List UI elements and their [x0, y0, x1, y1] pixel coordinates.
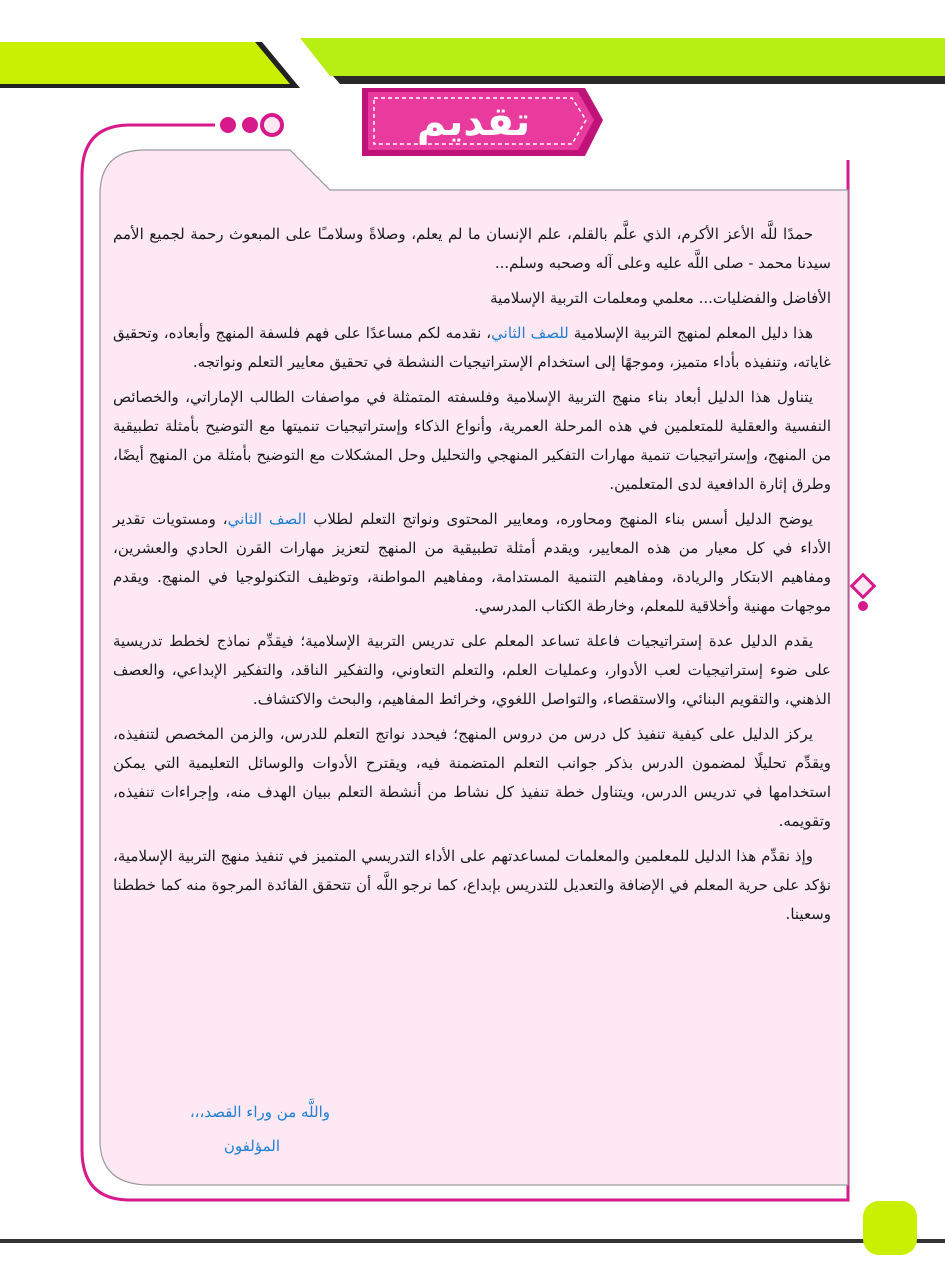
- title-banner: [356, 83, 601, 160]
- paragraph-8: وإذ نقدِّم هذا الدليل للمعلمين والمعلمات لمساعدتهم على الأداء التدريسي المتميز في تنفيذ منهج التربية الإسلامية، نؤكد على حرية المعلم في الإضافة والتعديل للتدريس بإبداع، كما نرجو اللَّه أن تتحقق الفائدة المرجوة منه كما خططنا وسعينا.: [113, 847, 831, 923]
- decor-dot-side: [858, 601, 868, 611]
- paragraph-6: يقدم الدليل عدة إستراتيجيات فاعلة تساعد المعلم على تدريس التربية الإسلامية؛ فيقدِّم نماذج لخطط تدريسية على ضوء إستراتيجيات لعب الأدوار، وعمليات العلم، والتعلم التعاوني، والتفكير الناقد، والتفكير الإبداعي، والعصف الذهني، والتقويم البنائي، والاستقصاء، والتواصل اللغوي، وخرائط المفاهيم، والبحث والاكتشاف.: [113, 632, 831, 708]
- p5-grade-highlight: الصف الثاني: [227, 510, 307, 528]
- signoff-line-1: واللَّه من وراء القصد،،،: [189, 1103, 330, 1121]
- p5-text-after: ، ومستويات تقدير الأداء في كل معيار من هذه المعايير، ويقدم أمثلة تطبيقية من المنهج لتعزيز مهارات القرن الحادي والعشرين، ومفاهيم الابتكار والريادة، ومفاهيم التنمية المستدامة، ومفاهيم المواطنة، وتوظيف التكنولوجيا في المنهج. ويقدم موجهات مهنية وأخلاقية للمعلم، وخارطة الكتاب المدرسي.: [113, 510, 831, 615]
- paragraph-2: الأفاضل والفضليات... معلمي ومعلمات التربية الإسلامية: [490, 289, 831, 307]
- paragraph-7: يركز الدليل على كيفية تنفيذ كل درس من دروس المنهج؛ فيحدد نواتج التعلم للدرس، والزمن المخصص لتنفيذه، ويقدِّم تحليلًا لمضمون الدرس بذكر جوانب التعلم المتضمنة فيه، ويقترح الأدوات والوسائل التعليمية التي يمكن استخدامها في تدريس الدرس، ويتناول خطة تنفيذ كل نشاط من أنشطة التعلم ببيان الهدف منه، وإجراءات تنفيذه، وتقويمه.: [113, 725, 831, 830]
- paragraph-4: يتناول هذا الدليل أبعاد بناء منهج التربية الإسلامية وفلسفته المتمثلة في مواصفات الطالب الإماراتي، والخصائص النفسية والعقلية للمتعلمين في هذه المرحلة العمرية، وأنواع الذكاء وإستراتيجيات تنميتها مع التوضيح بأمثلة تطبيقية من المنهج، وإستراتيجيات تنمية مهارات التفكير المنهجي والتحليل وحل المشكلات مع التوضيح بأمثلة من المنهج أيضًا، وطرق إثارة الدافعية لدى المتعلمين.: [113, 388, 831, 493]
- p5-text-before: يوضح الدليل أسس بناء المنهج ومحاوره، ومعايير المحتوى ونواتج التعلم لطلاب: [306, 510, 813, 528]
- decor-dot-1: [219, 116, 237, 134]
- p3-text-before: هذا دليل المعلم لمنهج التربية الإسلامية: [568, 324, 813, 342]
- signoff: [160, 1095, 330, 1163]
- paragraph-1: حمدًا للَّه الأعز الأكرم، الذي علَّم بالقلم، علم الإنسان ما لم يعلم، وصلاةً وسلامـًا على المبعوث رحمة لجميع الأمم سيدنا محمد - صلى اللَّه عليه وعلى آله وصحبه وسلم...: [113, 225, 831, 272]
- decor-diamond: [852, 575, 875, 598]
- page-number-tab: [863, 1201, 917, 1255]
- signoff-authors: المؤلفون: [223, 1137, 280, 1155]
- p3-text-after: ، نقدمه لكم مساعدًا على فهم فلسفة المنهج وأبعاده، وتحقيق غاياته، وتنفيذه بأداء متميز، وموجهًا إلى استخدام الإستراتيجيات النشطة في تحقيق معايير التعلم ونواتجه.: [113, 324, 831, 371]
- decor-dot-2: [241, 116, 259, 134]
- p3-grade-highlight: للصف الثاني: [491, 324, 569, 342]
- decor-dot-3: [262, 115, 282, 135]
- footer-line: [0, 1239, 945, 1243]
- paragraph-3: [113, 319, 831, 377]
- page-title: تقديم: [416, 98, 531, 145]
- intro-text: [113, 220, 831, 935]
- paragraph-5: [113, 505, 831, 621]
